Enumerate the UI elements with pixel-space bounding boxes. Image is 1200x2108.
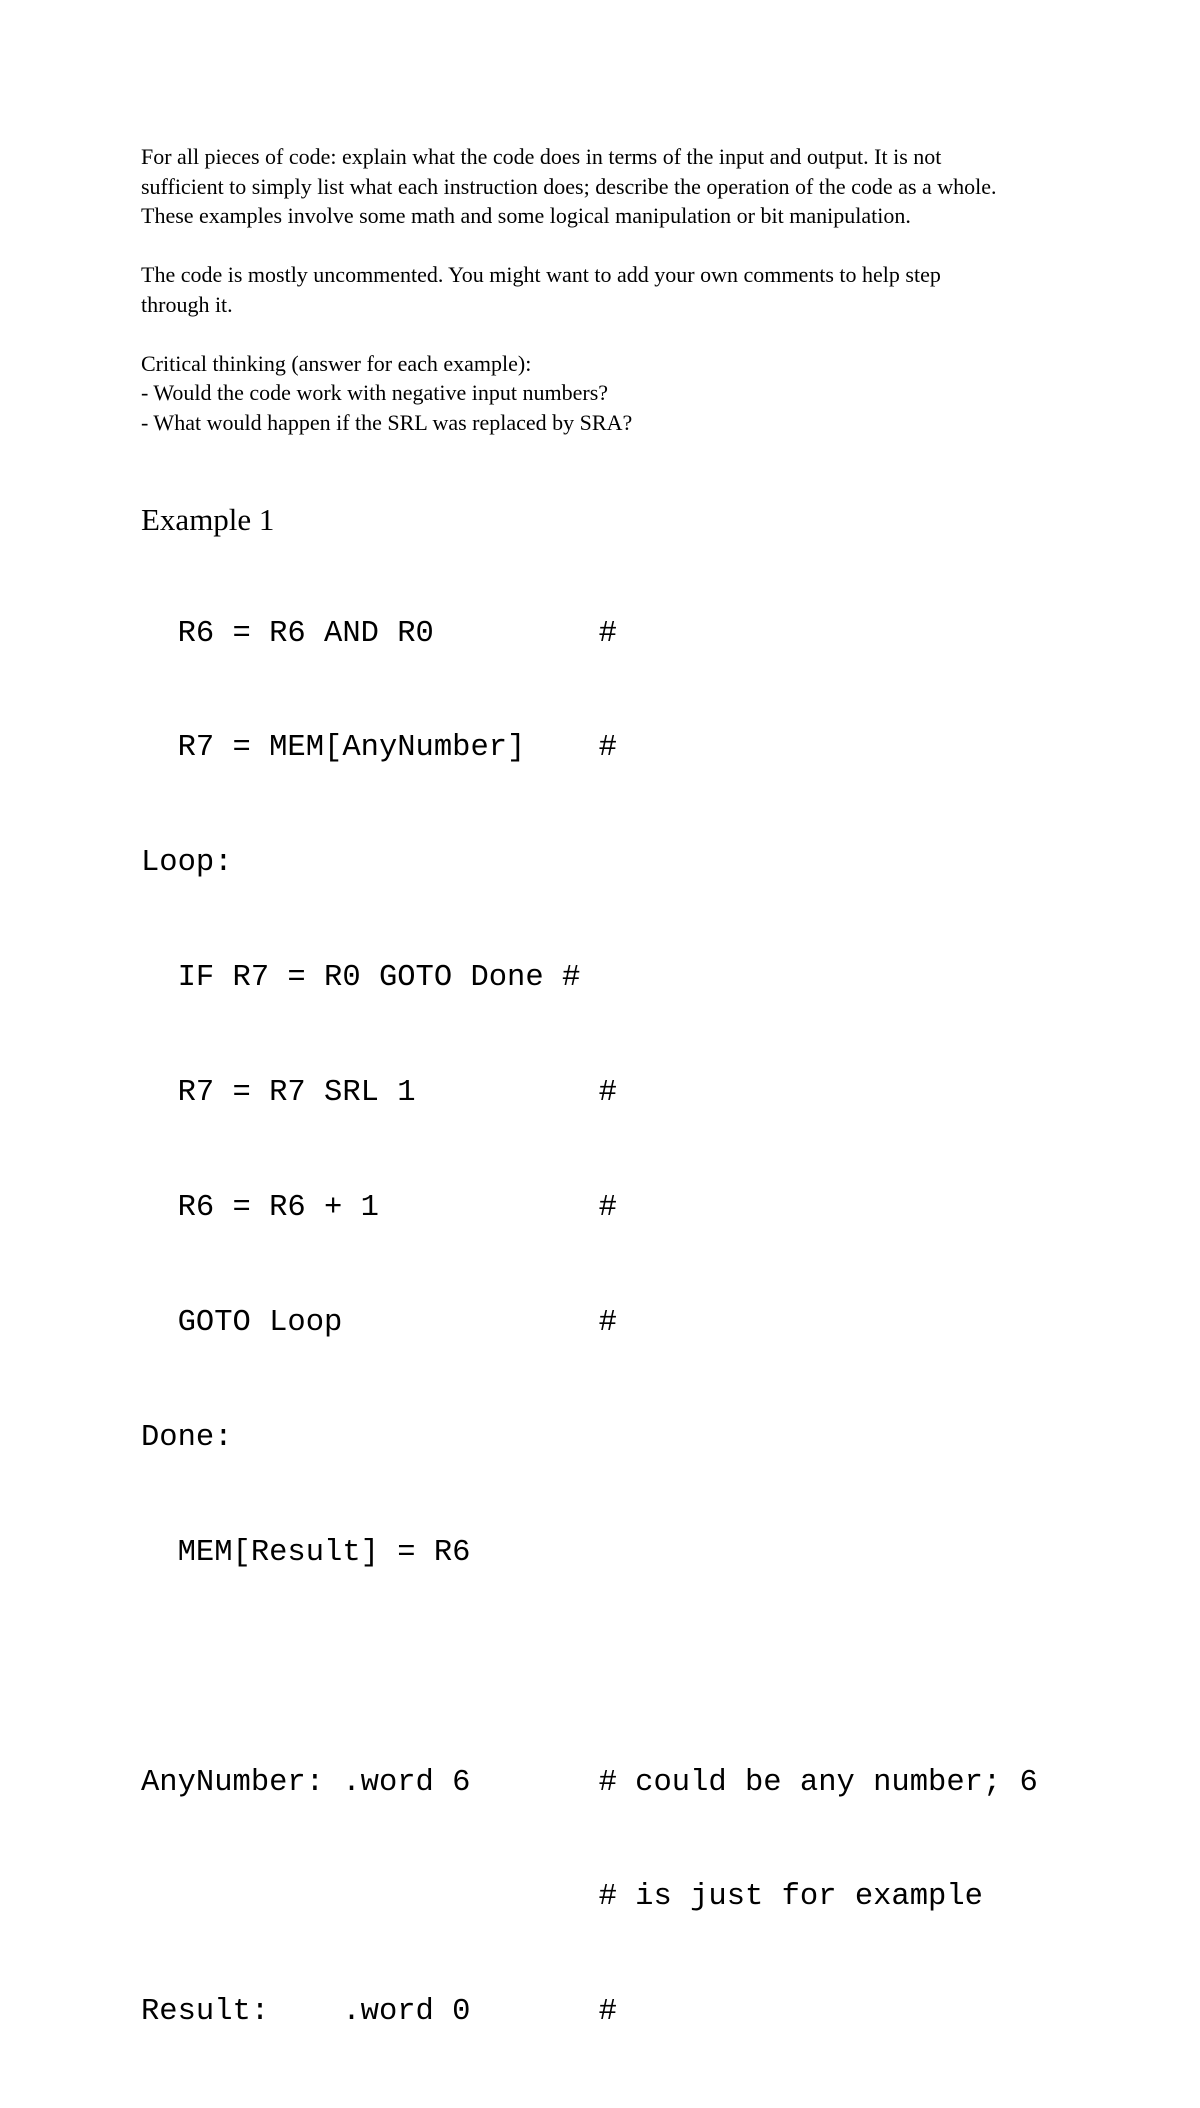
- code-line: R7 = R7 SRL 1 #: [141, 1076, 617, 1111]
- code-data-anynumber: AnyNumber: .word 6 # could be any number; 6: [141, 1765, 1038, 1800]
- code-line: GOTO Loop #: [141, 1305, 617, 1340]
- text-line: These examples involve some math and some logical manipulation or bit manipulation.: [141, 203, 911, 228]
- code-line: IF R7 = R0 GOTO Done #: [141, 961, 581, 996]
- example-heading: Example 1: [141, 502, 275, 537]
- code-line: R6 = R6 AND R0 #: [141, 616, 617, 651]
- code-block: [141, 538, 1038, 2108]
- code-line: R6 = R6 + 1 #: [141, 1191, 617, 1226]
- text-line: - What would happen if the SRL was replaced by SRA?: [141, 409, 633, 435]
- code-label-done: Done:: [141, 1420, 233, 1455]
- text-line: The code is mostly uncommented. You might want to add your own comments to help step: [141, 262, 941, 287]
- code-label-loop: Loop:: [141, 846, 233, 881]
- code-line: MEM[Result] = R6: [141, 1535, 471, 1570]
- text-line: sufficient to simply list what each instruction does; describe the operation of the code as a whole.: [141, 173, 997, 199]
- code-data-result: Result: .word 0 #: [141, 1995, 617, 2030]
- paragraph-critical-thinking: [141, 349, 1101, 438]
- text-line: Critical thinking (answer for each example):: [141, 350, 532, 376]
- paragraph-instructions: [141, 142, 1101, 231]
- text-line: For all pieces of code: explain what the code does in terms of the input and output. It is not: [141, 144, 942, 169]
- text-line: through it.: [141, 291, 233, 317]
- instructions-text: [141, 142, 1101, 467]
- text-line: - Would the code work with negative input numbers?: [141, 380, 609, 405]
- code-line: R7 = MEM[AnyNumber] #: [141, 731, 617, 766]
- code-blank-line: [141, 1649, 1038, 1687]
- paragraph-comments-note: [141, 260, 1101, 319]
- code-comment-line: # is just for example: [141, 1880, 983, 1915]
